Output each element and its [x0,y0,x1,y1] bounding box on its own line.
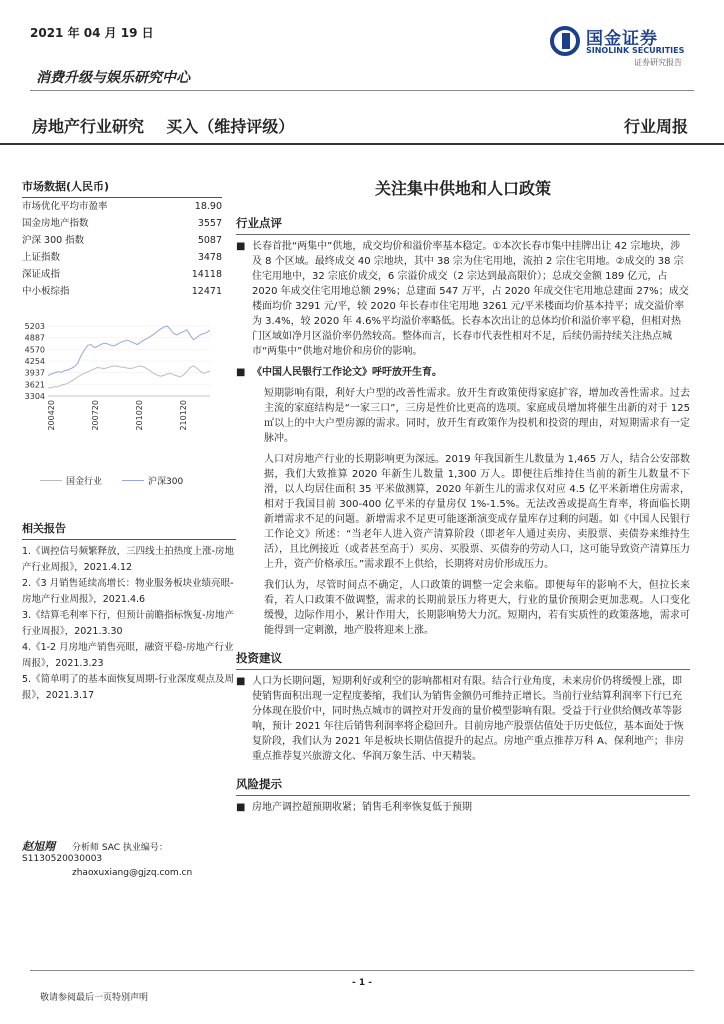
section-title-risk: 风险提示 [236,776,690,796]
bullet-icon: ■ [236,241,246,252]
market-data-value: 3557 [197,218,222,229]
y-tick-label: 3304 [24,392,45,401]
market-data-row [22,266,222,283]
legend-swatch-hs300 [122,480,144,481]
market-data-label: 中小板综指 [22,286,70,297]
legend-label-industry: 国金行业 [66,477,103,487]
market-data-label: 市场优化平均市盈率 [22,201,108,212]
bullet-icon: ■ [236,367,246,378]
industry-rating: 房地产行业研究 买入（维持评级） [32,117,295,136]
paragraph-short-term: 短期影响有限，利好大户型的改善性需求。放开生育政策使得家庭扩容，增加改善性需求。过去主流的家庭结构是“一家三口”，三房是性价比更高的选项。家庭成员增加将催生出新的对于 125 ㎡以上的中大户型房源的需求。同时，放开生育政策作为投机和投资的理由，对短期需求有一定脉冲。 [264,388,690,444]
market-data-label: 沪深 300 指数 [22,235,85,246]
market-data-label: 上证指数 [22,252,61,263]
series-line-industry [48,366,210,388]
y-tick-label: 3621 [24,380,45,390]
analyst-info [22,838,236,878]
logo-name-cn: 国金证券 [586,29,658,49]
section-title-review: 行业点评 [236,215,690,235]
paragraph-view: 我们认为，尽管时间点不确定，人口政策的调整一定会来临。即便每年的影响不大，但拉长来看，若人口政策不做调整，需求的长期前景压力将更大，行业的量价预期会更加悲观。人口变化缓慢，边际作用小，累计作用大，长期影响势大力沉。短期内，若有实质性的政策落地，需求可能得到一定刺激，地产股将迎来上涨。 [264,580,690,636]
report-type: 行业周报 [623,117,688,136]
paragraph-risk: 房地产调控超预期收紧；销售毛利率恢复低于预期 [252,802,472,813]
market-data-title: 市场数据(人民币) [22,178,222,198]
market-data-row [22,283,222,300]
bullet-pboc [236,365,690,380]
market-data-value: 12471 [191,286,222,297]
report-title: 关注集中供地和人口政策 [374,179,551,198]
legend-swatch-industry [40,480,62,481]
market-data-row [22,232,222,249]
legend-item-hs300 [122,474,183,487]
x-tick-label: 201020 [135,400,144,431]
y-tick-label: 4570 [24,345,45,355]
x-tick-label: 210120 [179,400,188,431]
footer-divider [30,970,694,971]
report-date: 2021 年 04 月 19 日 [30,26,154,40]
y-tick-label: 5203 [24,322,45,331]
bullet-icon: ■ [236,802,246,813]
bullet-changchun [236,239,690,359]
bullet-advice [236,674,690,764]
header-divider [30,90,694,91]
related-report-item[interactable]: 4.《1-2 月房地产销售亮眼，融资平稳-房地产行业周报》，2021.3.23 [22,642,234,669]
paragraph-pboc: 《中国人民银行工作论文》呼吁放开生育。 [252,367,442,378]
market-data-value: 18.90 [194,201,222,212]
y-tick-label: 4887 [24,333,45,343]
related-report-item[interactable]: 1.《调控信号频繁释放，三四线土拍热度上涨-房地产行业周报》，2021.4.12 [22,546,234,573]
x-tick-label: 200420 [47,400,56,431]
bullet-risk [236,800,690,815]
y-tick-label: 3937 [24,368,45,378]
disclaimer-note: 敬请参阅最后一页特别声明 [40,993,149,1003]
analyst-email[interactable]: zhaoxuxiang@gjzq.com.cn [72,868,193,878]
related-report-item[interactable]: 3.《结算毛利率下行，但预计前瞻指标恢复-房地产行业周报》，2021.3.30 [22,610,234,637]
related-report-item[interactable]: 2.《3 月销售延续高增长：物业服务板块业绩亮眼-房地产行业周报》，2021.4.6 [22,578,234,605]
bullet-icon: ■ [236,676,246,687]
header-rule [0,143,724,145]
chart-legend [40,474,220,487]
page-number: - 1 - [352,978,372,988]
paragraph-advice: 人口为长期问题，短期利好或利空的影响都相对有限。结合行业角度，未来房价仍将缓慢上涨，即使销售面积出现一定程度萎缩，我们认为销售金额仍可维持正增长。当前行业结算利润率下行已充分体现在股价中，同时热点城市的调控对开发商的量价模型影响有限。受益于行业供给侧改革等影响，预计 2021 年往后销售利润率将企稳回升。目前房地产股票估值处于历史低位，基本面处于恢复阶段，我们认为 2021 年是板块长期估值提升的起点。房地产重点推荐万科 A、保利地产；非房重点推荐复兴旅游文化、华润万象生活、中天精装。 [252,676,684,762]
legend-item-industry [40,474,102,487]
research-center: 消费升级与娱乐研究中心 [36,70,190,86]
related-reports-title: 相关报告 [22,520,236,540]
y-tick-label: 4254 [24,356,45,366]
paragraph-long-term: 人口对房地产行业的长期影响更为深远。2019 年我国新生儿数量为 1,465 万人，结合公安部数据，我们大致推算 2020 年新生儿数量 1,300 万人。即便往后维持住当前的新生儿数量不下滑，以人均居住面积 35 平米做测算，2020 年新生儿的需求仅对应 4.5 亿平米新增住房需求，相对于我国目前 300-400 亿平米的存量房仅 1%-1.5%。无法改善或提高生育率，将面临长期新增需求不足的问题。新增需求不足更可能逐渐演变成存量库存过剩的问题。如《中国人民银行工作论文》所述：“当老年人进入资产清算阶段（即老年人通过卖房、卖股票、卖债券来维持生活），且比例接近（或者甚至高于）买房、买股票、买债券的劳动人口，这可能导致资产清算压力上升，资产价格承压。”需求跟不上供给，长期将对房价形成压力。 [264,454,690,570]
related-report-item[interactable]: 5.《简单明了的基本面恢复周期-行业深度观点及周报》，2021.3.17 [22,674,234,701]
market-data-value: 3478 [197,252,222,263]
paragraph-changchun: 长春首批“两集中”供地，成交均价和溢价率基本稳定。①本次长春市集中挂牌出让 42 宗地块，涉及 8 个区域。最终成交 40 宗地块，其中 38 宗为住宅用地，流拍 2 宗住宅用地。②成交的 38 宗住宅用地中，32 宗底价成交，6 宗溢价成交（2 宗达到最高限价）；总成交金额 189 亿元，占 2020 年成交住宅用地总额 29%；总建面 547 万平，占 2020 年成交住宅用地总建面 27%；成交楼面均价 3291 元/平，较 2020 年长春市住宅用地 3261 元/平米楼面均价基本持平；成交溢价率为 3.4%，较 2020 年 4.6%平均溢价率略低。长春本次出让的总体均价和溢价率平稳，但相对热门区域如净月区溢价率仍然较高。整体而言，长春市代表性相对不足，后续仍需持续关注热点城市“两集中”供地对地价和房价的影响。 [252,241,689,357]
index-chart [18,318,218,498]
market-data-label: 国金房地产指数 [22,218,89,229]
market-data-rows [22,198,222,300]
market-data-row [22,249,222,266]
market-data-value: 5087 [197,235,222,246]
analyst-name: 赵旭翔 [22,840,55,853]
market-data-row [22,215,222,232]
logo-name-en: SINOLINK SECURITIES [586,46,685,55]
market-data-row [22,198,222,215]
section-title-advice: 投资建议 [236,650,690,670]
logo-mark-icon [550,26,580,56]
market-data-panel [22,178,222,300]
market-data-label: 深证成指 [22,269,61,280]
related-reports [22,520,236,704]
market-data-value: 14118 [191,269,222,280]
logo-subtitle: 证券研究报告 [634,58,682,67]
legend-label-hs300: 沪深300 [148,477,184,487]
x-tick-label: 200720 [91,400,100,431]
analyst-sac: 分析师 SAC 执业编号：S1130520030003 [22,843,168,864]
main-content [236,176,690,821]
